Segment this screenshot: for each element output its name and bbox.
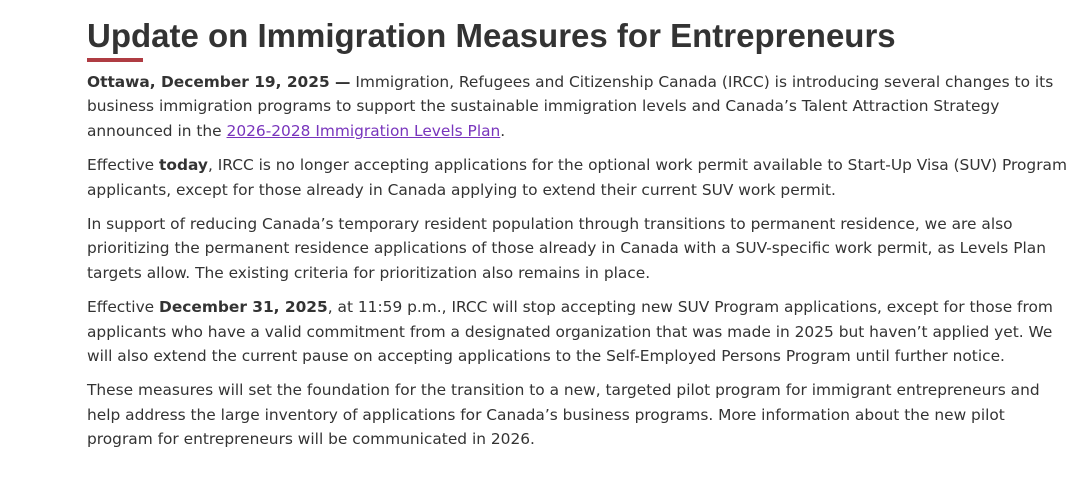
intro-text: Immigration, Refugees and Citizenship Canada (IRCC) is introducing several changes to its business immigration programs to support the sustainable immigration levels and Canada’s Talent Attraction Strategy announced in the [87,73,1054,140]
levels-plan-link[interactable]: 2026-2028 Immigration Levels Plan [226,121,501,140]
paragraph-pilot-program: These measures will set the foundation for the transition to a new, targeted pilot program for immigrant entrepreneurs and help address the large inventory of applications for Canada’s business programs. More information about the new pilot program for entrepreneurs will be communicated in 2026. [87,381,1040,449]
paragraph-lead: Effective [87,298,160,317]
page-title: Update on Immigration Measures for Entrepreneurs [87,17,896,54]
emphasis-deadline-date: December 31, 2025 [159,298,328,317]
paragraph-prioritization: In support of reducing Canada’s temporary resident population through transitions to permanent residence, we are also prioritizing the permanent residence applications of those already in Canada with a SUV-specific work permit, as Levels Plan targets allow. The existing criteria for prioritization also remains in place. [87,215,1046,282]
intro-text-end: . [500,121,506,140]
paragraph-text: , at 11:59 p.m., IRCC will stop accepting new SUV Program applications, except for those from applicants who have a valid commitment from a designated organization that was made in 2025 but haven’t applied yet. We will also extend the current pause on accepting applications to the Self-Employed Persons Program until further notice. [87,298,1053,366]
paragraph-work-permit [87,153,1072,202]
emphasis-today: today [159,156,208,175]
paragraph-deadline [87,295,1072,368]
dateline: Ottawa, December 19, 2025 — [87,73,351,91]
title-accent-bar [87,58,143,62]
paragraph-intro [87,70,1072,143]
paragraph-text: , IRCC is no longer accepting applications for the optional work permit available to Start-Up Visa (SUV) Program applicants, except for those already in Canada applying to extend their current SUV work permit. [87,156,1067,199]
paragraph-lead: Effective [87,156,160,175]
article-body [87,70,1072,462]
